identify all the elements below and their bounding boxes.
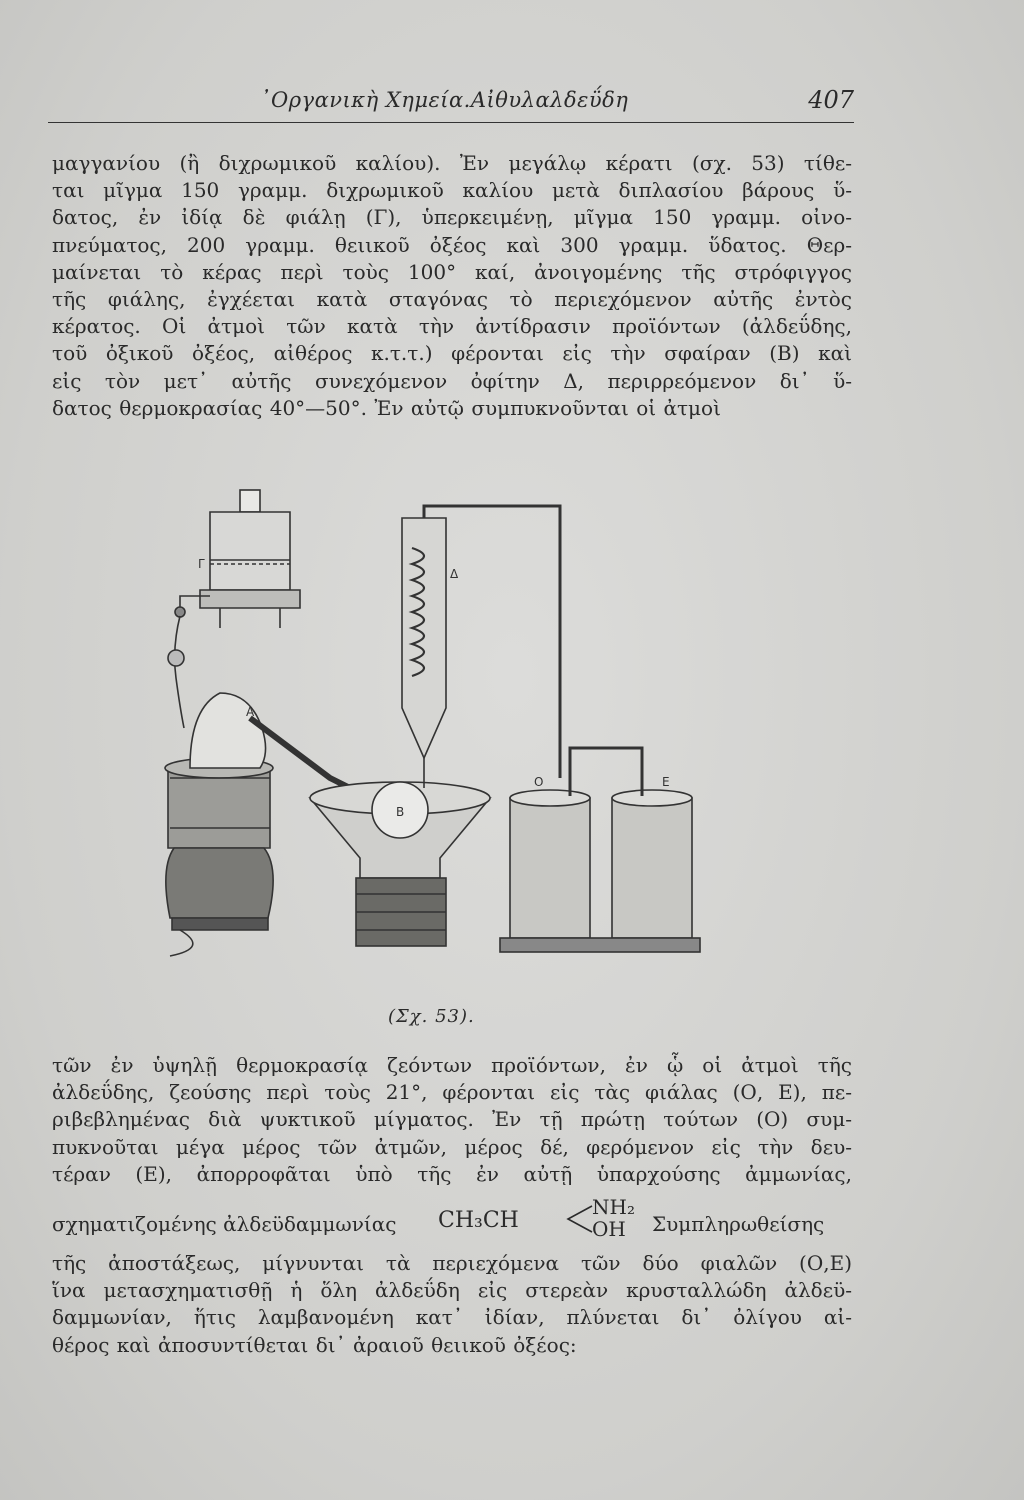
formula-tail-text: Συμπληρωθείσης <box>652 1212 825 1236</box>
text-line: τῶν ἐν ὑψηλῇ θερμοκρασίᾳ ζεόντων προϊόντων, ἐν ᾧ οἱ ἀτμοὶ τῆς <box>52 1053 852 1077</box>
text-line: δατος, ἐν ἰδίᾳ δὲ φιάλῃ (Γ), ὑπερκειμένῃ, μῖγμα 150 γραμμ. οἰνο- <box>52 205 852 230</box>
text-line: ἀλδεΰδης, ζεούσης περὶ τοὺς 21°, φέρονται εἰς τὰς φιάλας (Ο, Ε), πε- <box>52 1080 852 1105</box>
text-line: πυκνοῦται μέγα μέρος τῶν ἀτμῶν, μέρος δέ, φερόμενον εἰς τὴν δευ- <box>52 1134 852 1159</box>
page-header <box>48 86 854 123</box>
formula-lead-text: σχηματιζομένης ἀλδεϋδαμμωνίας <box>52 1212 397 1236</box>
paragraph-3 <box>52 1250 852 1359</box>
text-line: τῆς φιάλης, ἐγχέεται κατὰ σταγόνας τὸ περιεχόμενον αὐτῆς ἐντὸς <box>52 287 852 312</box>
text-line: δατος θερμοκρασίας 40°—50°. Ἐν αὐτῷ συμπυκνοῦνται οἱ ἀτμοὶ <box>52 395 721 420</box>
label-epsilon: Ε <box>662 775 670 789</box>
paragraph-2 <box>52 1052 852 1188</box>
text-line: μαγγανίου (ἢ διχρωμικοῦ καλίου). Ἐν μεγάλῳ κέρατι (σχ. 53) τίθε- <box>52 151 852 175</box>
label-delta: Δ <box>450 567 459 581</box>
text-line: τῆς ἀποστάξεως, μίγνυνται τὰ περιεχόμενα τῶν δύο φιαλῶν (Ο,Ε) <box>52 1251 852 1275</box>
label-beta: Β <box>396 805 405 819</box>
formula-substituents <box>592 1196 635 1240</box>
serpentine-condenser <box>402 506 560 788</box>
text-line: τοῦ ὀξικοῦ ὀξέος, αἰθέρος κ.τ.τ.) φέρονται εἰς τὴν σφαίραν (Β) καὶ <box>52 341 852 366</box>
text-line: μαίνεται τὸ κέρας περὶ τοὺς 100° καί, ἀνοιγομένης τῆς στρόφιγγος <box>52 259 852 284</box>
text-line: ριβεβλημένας διὰ ψυκτικοῦ μίγματος. Ἐν τῇ πρώτῃ τούτων (Ο) συμ- <box>52 1107 852 1132</box>
running-title: ᾿Οργανικὴ Χημεία.Αἰθυλαλδεΰδη <box>260 88 629 112</box>
text-line: θέρος καὶ ἀποσυντίθεται δι᾿ ἀραιοῦ θειικοῦ ὀξέος: <box>52 1332 577 1357</box>
text-line: τέραν (Ε), ἀπορροφᾶται ὑπὸ τῆς ἐν αὐτῇ ὑπαρχούσης ἀμμωνίας, <box>52 1161 852 1186</box>
bond-bracket-icon <box>564 1202 594 1236</box>
label-gamma: Γ <box>198 557 205 571</box>
substituent-upper: NH₂ <box>592 1195 635 1219</box>
text-line: κέρατος. Οἱ ἀτμοὶ τῶν κατὰ τὴν ἀντίδρασιν προϊόντων (ἀλδεΰδης, <box>52 314 852 339</box>
page-number: 407 <box>808 86 854 114</box>
text-line: εἰς τὸν μετ᾿ αὐτῆς συνεχόμενον ὀφίτην Δ, περιρρεόμενον δι᾿ ὕ- <box>52 368 852 393</box>
text-line: ται μῖγμα 150 γραμμ. διχρωμικοῦ καλίου μετὰ διπλασίου βάρους ὕ- <box>52 178 852 203</box>
paragraph-1 <box>52 150 852 422</box>
label-alpha: Α <box>246 705 255 719</box>
figure-caption: (Σχ. 53). <box>388 1006 475 1027</box>
chemical-formula: CH₃CH <box>438 1208 519 1233</box>
text-line: πνεύματος, 200 γραμμ. θειικοῦ ὀξέος καὶ 300 γραμμ. ὕδατος. Θερ- <box>52 232 852 257</box>
formula-line <box>52 1196 852 1242</box>
label-omicron: Ο <box>534 775 544 789</box>
receiver-jars <box>500 748 700 952</box>
furnace-with-water-bath <box>165 758 273 956</box>
substituent-lower: OH <box>592 1217 626 1241</box>
text-line: δαμμωνίαν, ἥτις λαμβανομένη κατ᾿ ἰδίαν, πλύνεται δι᾿ ὀλίγου αἰ- <box>52 1305 852 1330</box>
distillation-apparatus-figure <box>150 478 860 998</box>
dropping-funnel <box>168 490 300 728</box>
text-line: ἵνα μετασχηματισθῇ ἡ ὅλη ἀλδεΰδη εἰς στερεὰν κρυσταλλώδη ἀλδεϋ- <box>52 1278 852 1303</box>
